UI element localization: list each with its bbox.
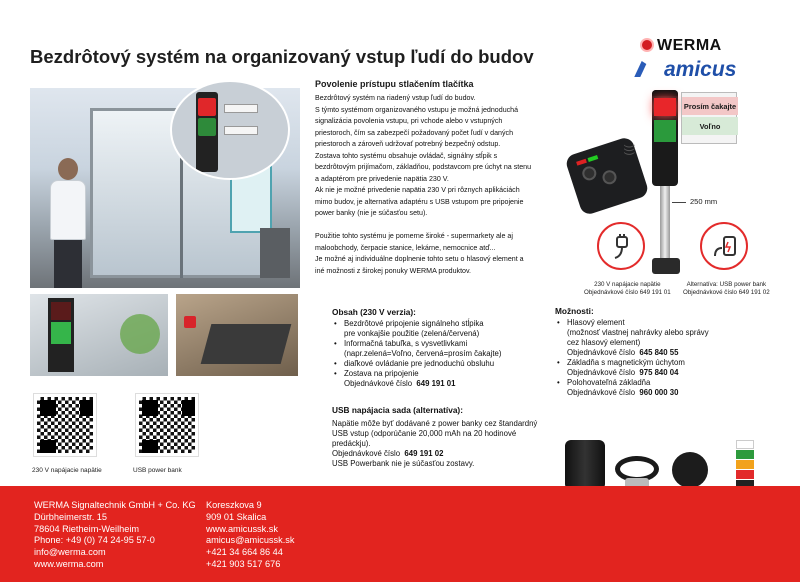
werma-logo-icon <box>640 38 654 52</box>
list-item: • Hlasový element <box>555 318 709 328</box>
footer-partner: Koreszkova 9 909 01 Skalica www.amicussk.sk amicus@amicussk.sk +421 34 664 86 44 +421 903 517 676 <box>206 500 295 569</box>
order-number: 649 191 01 <box>416 379 456 388</box>
qr-code-230v[interactable] <box>34 394 96 456</box>
company-email-link[interactable]: info@werma.com <box>34 547 106 558</box>
signal-tower-photo <box>30 294 168 376</box>
werma-logo: WERMA <box>640 37 722 55</box>
options-heading: Možnosti: <box>555 306 594 316</box>
amicus-logo: amicus <box>638 58 736 82</box>
list-item: • Bezdrôtové pripojenie signálneho stĺpika <box>332 319 501 329</box>
base-accessory <box>565 440 605 490</box>
usb-caption: Alternatíva: USB power bank Objednávkové číslo 649 191 02 <box>683 281 770 296</box>
plug-caption: 230 V napájacie napätie Objednávkové číslo 649 191 01 <box>584 281 671 296</box>
usb-set-section: USB napájacia sada (alternatíva): Napätie môže byť dodávané z power banky cez štandardný USB vstup (odporúčanie 20,000 mAh na 20 hodinové predáckju). Objednávkové číslo 649 191 02 USB Powerbank nie je súčasťou zostavy. <box>332 405 538 468</box>
list-item: • Informačná tabuľka, s vysvetlivkami <box>332 339 501 349</box>
signal-stack-accessory <box>736 440 754 486</box>
partner-mobile: +421 903 517 676 <box>206 558 281 569</box>
qr-label-usb: USB power bank <box>133 467 182 474</box>
person-figure <box>48 158 88 288</box>
usb-set-heading: USB napájacia sada (alternatíva): <box>332 405 463 415</box>
footer-company: WERMA Signaltechnik GmbH + Co. KG Dürbheimerstr. 15 78604 Rietheim-Weilheim Phone: +49 (0) 74 24-95 57-0 info@werma.com www.werma.com <box>34 500 196 569</box>
partner-email-link[interactable]: amicus@amicussk.sk <box>206 535 295 546</box>
qr-code-usb[interactable] <box>136 394 198 456</box>
remote-control-photo <box>176 294 298 376</box>
wall-mount-base <box>652 258 680 274</box>
signal-tower <box>652 90 678 186</box>
sign-red-text: Prosím čakajte <box>683 102 737 111</box>
red-light <box>654 98 676 116</box>
list-item: • Základňa s magnetickým úchytom <box>555 358 709 368</box>
green-light <box>654 120 676 142</box>
usb-adapter-icon <box>700 222 748 270</box>
plug-icon <box>597 222 645 270</box>
mounting-pole <box>660 186 670 262</box>
sign-green-text: Voľno <box>699 122 721 131</box>
description-block: Bezdrôtový systém na riadený vstup ľudí do budov. S týmto systémom organizovaného vstupu je možná jednoduchá signalizácia povolenia vstupu, pri vchode alebo v vstupných priestoroch, čím sa zabezpečí požadovaný počet ľudí v daných priestoroch a zároveň udržovať potrebný bezpečný odstup. Zostava tohto systému obsahuje ovládač, signálny stĺpik s bezdrôtovým prijímačom, základňou, podstavcom pre úchyt na stenu a adaptérom pre privedenie napätia 230 V. Ak nie je možné privedenie napätia 230 V pri rôznych aplikáciách mimo budov, je alternatíva adaptéru s USB vstupom pre pripojenie power banky (nie je súčasťou setu). Použitie tohto systému je pomerne široké - supermarkety ale aj maloobchody, čerpacie stanice, lekárne, nemocnice atď... Je možné aj individuálne doplnenie tohto setu o hlasový element a iné možnosti z širokej ponuky WERMA produktov. <box>315 94 532 275</box>
company-phone: Phone: +49 (0) 74 24-95 57-0 <box>34 535 155 546</box>
contents-section: Obsah (230 V verzia): • Bezdrôtové pripojenie signálneho stĺpika pre vonkajšie použitie (zelená/červená) • Informačná tabuľka, s vysvetlivkami (napr.zelená=Voľno, červená=prosím čakajte) • diaľkové ovládanie pre jednoduchú obsluhu • Zostava na pripojenie Objednávkové číslo 649 191 01 <box>332 307 501 389</box>
list-item: • Zostava na pripojenie <box>332 369 501 379</box>
remote-control <box>564 136 650 217</box>
section-heading: Povolenie prístupu stlačením tlačítka <box>315 79 474 89</box>
contents-heading: Obsah (230 V verzia): <box>332 307 416 317</box>
wireless-signal-icon: ))) <box>623 144 636 156</box>
list-item: • Polohovateľná základňa <box>555 378 709 388</box>
magnetic-base-accessory <box>672 452 708 488</box>
list-item: • diaľkové ovládanie pre jednoduchú obsluhu <box>332 359 501 369</box>
amicus-logo-icon <box>634 61 659 77</box>
order-number: 649 191 02 <box>404 449 444 458</box>
company-website-link[interactable]: www.werma.com <box>34 558 104 569</box>
page-title: Bezdrôtový systém na organizovaný vstup ľudí do budov <box>30 46 534 67</box>
options-section: Možnosti: • Hlasový element (možnosť vlastnej nahrávky alebo správy cez hlasový element) Objednávkové číslo 645 840 55 • Základňa s magnetickým úchytom Objednávkové číslo 975 840 04 • Polohovateľná základňa Objednávkové číslo 960 000 30 <box>555 306 709 398</box>
qr-label-230v: 230 V napájacie napätie <box>32 467 102 474</box>
partner-website-link[interactable]: www.amicussk.sk <box>206 523 278 534</box>
dimension-arrow <box>672 202 686 203</box>
partner-phone: +421 34 664 86 44 <box>206 547 283 558</box>
info-sign <box>681 92 737 144</box>
signal-tower-closeup <box>170 80 290 180</box>
dimension-label: 250 mm <box>690 197 718 206</box>
